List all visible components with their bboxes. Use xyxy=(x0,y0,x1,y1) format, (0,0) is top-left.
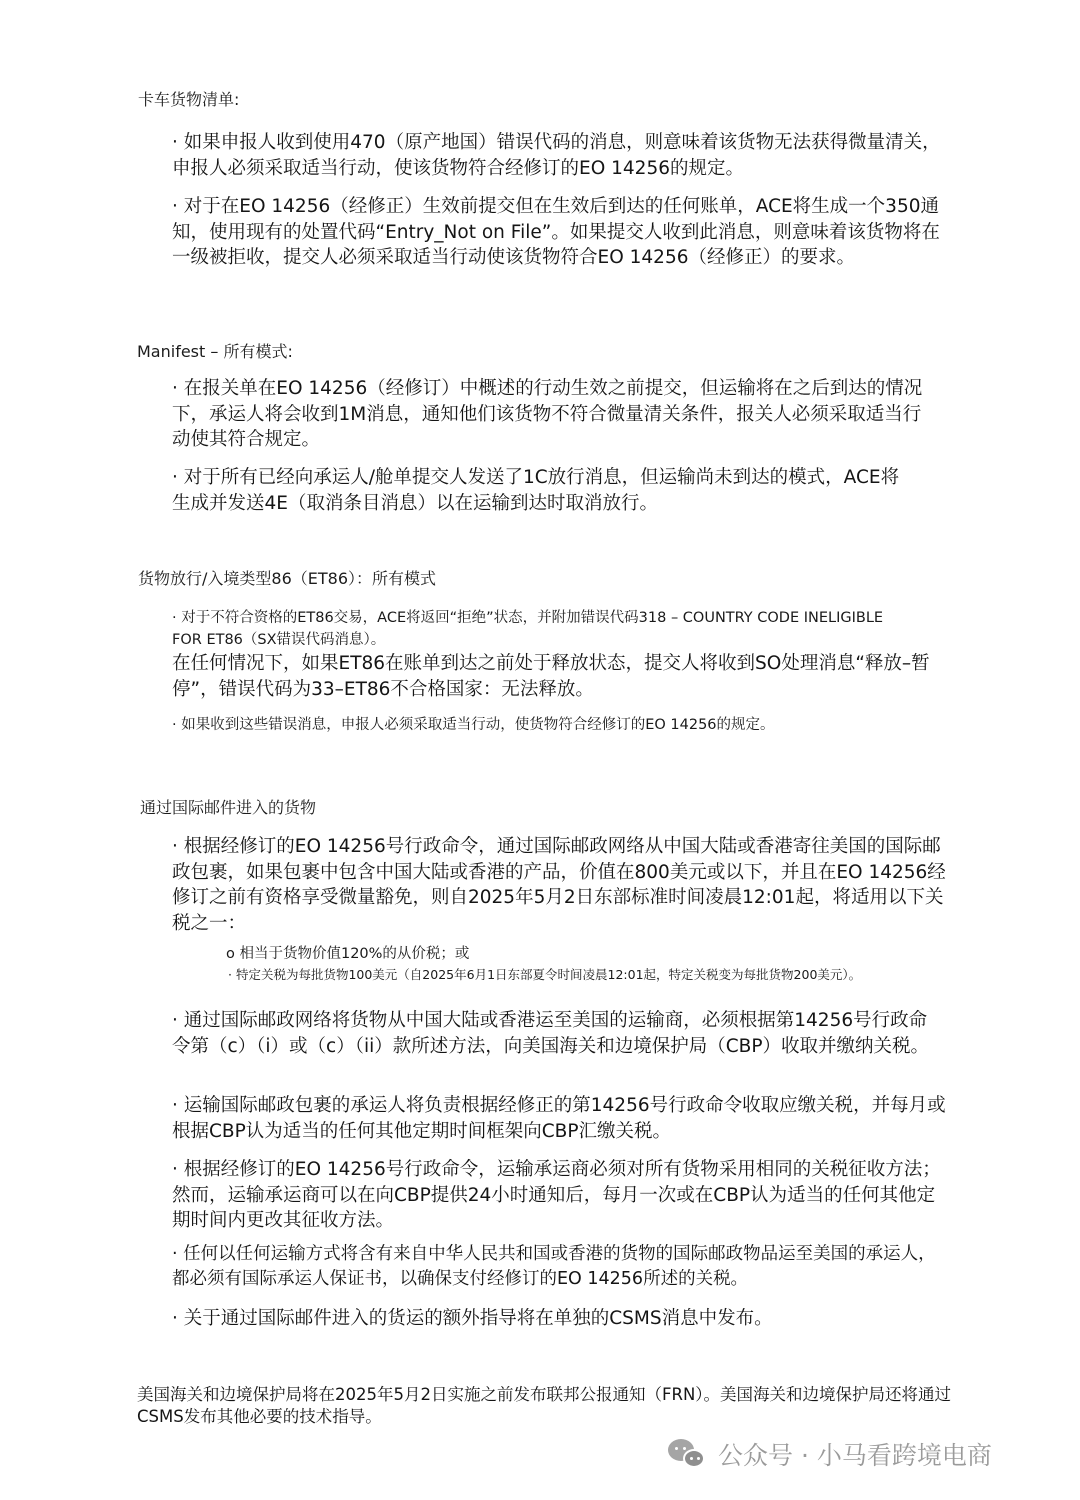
section-heading-manifest: Manifest – 所有模式: xyxy=(137,342,293,361)
wechat-icon xyxy=(668,1437,708,1471)
section-heading-truck-manifest: 卡车货物清单: xyxy=(138,90,240,109)
paragraph: · 运输国际邮政包裹的承运人将负责根据经修正的第14256号行政命令收取应缴关税，并每月或根据CBP认为适当的任何其他定期时间框架向CBP汇缴关税。 xyxy=(172,1095,946,1142)
section-heading-international-mail: 通过国际邮件进入的货物 xyxy=(140,798,317,817)
sub-item: · 特定关税为每批货物100美元（自2025年6月1日东部夏令时间凌晨12:01起，特定关税变为每批货物200美元）。 xyxy=(228,967,862,982)
paragraph: · 通过国际邮政网络将货物从中国大陆或香港运至美国的运输商，必须根据第14256号行政命令第（c）（i）或（c）（ii）款所述方法，向美国海关和边境保护局（CBP）收取并缴纳关税。 xyxy=(172,1010,930,1057)
paragraph: 在任何情况下，如果ET86在账单到达之前处于释放状态，提交人将收到SO处理消息“释放–暂停”，错误代码为33–ET86不合格国家：无法释放。 xyxy=(172,653,930,700)
paragraph: · 如果收到这些错误消息，申报人必须采取适当行动，使货物符合经修订的EO 14256的规定。 xyxy=(172,717,775,733)
paragraph: · 根据经修订的EO 14256号行政命令，运输承运商必须对所有货物采用相同的关税征收方法；然而，运输承运商可以在向CBP提供24小时通知后，每月一次或在CBP认为适当的任何其他定期时间内更改其征收方法。 xyxy=(172,1159,941,1231)
section-heading-et86: 货物放行/入境类型86（ET86）：所有模式 xyxy=(138,569,436,588)
paragraph: · 任何以任何运输方式将含有来自中华人民共和国或香港的货物的国际邮政物品运至美国的承运人，都必须有国际承运人保证书，以确保支付经修订的EO 14256所述的关税。 xyxy=(172,1244,936,1289)
paragraph: · 对于在EO 14256（经修正）生效前提交但在生效后到达的任何账单，ACE将生成一个350通知，使用现有的处置代码“Entry_Not on File”。如果提交人收到此消息，则意味着该货物将在一级被拒收，提交人必须采取适当行动使该货物符合EO 14256（经修正）的要求。 xyxy=(172,196,940,268)
watermark-text: 公众号 · 小马看跨境电商 xyxy=(718,1441,992,1470)
paragraph: · 在报关单在EO 14256（经修订）中概述的行动生效之前提交，但运输将在之后到达的情况下，承运人将会收到1M消息，通知他们该货物不符合微量清关条件，报关人必须采取适当行动使其符合规定。 xyxy=(172,378,923,450)
watermark xyxy=(668,1436,992,1472)
paragraph: · 对于所有已经向承运人/舱单提交人发送了1C放行消息，但运输尚未到达的模式，ACE将生成并发送4E（取消条目消息）以在运输到达时取消放行。 xyxy=(172,467,900,514)
paragraph: · 如果申报人收到使用470（原产地国）错误代码的消息，则意味着该货物无法获得微量清关，申报人必须采取适当行动，使该货物符合经修订的EO 14256的规定。 xyxy=(172,132,941,179)
sub-item: o 相当于货物价值120%的从价税；或 xyxy=(226,946,470,962)
paragraph: · 对于不符合资格的ET86交易，ACE将返回“拒绝”状态，并附加错误代码318 – COUNTRY CODE INELIGIBLE FOR ET86（SX错误代码消息）。 xyxy=(172,610,884,648)
closing-paragraph: 美国海关和边境保护局将在2025年5月2日实施之前发布联邦公报通知（FRN）。美国海关和边境保护局还将通过CSMS发布其他必要的技术指导。 xyxy=(137,1385,952,1426)
paragraph: · 根据经修订的EO 14256号行政命令，通过国际邮政网络从中国大陆或香港寄往美国的国际邮政包裹，如果包裹中包含中国大陆或香港的产品，价值在800美元或以下，并且在EO 14256经修订之前有资格享受微量豁免，则自2025年5月2日东部标准时间凌晨12:01起，将适用以下关税之一： xyxy=(172,836,946,934)
paragraph: · 关于通过国际邮件进入的货运的额外指导将在单独的CSMS消息中发布。 xyxy=(172,1308,773,1329)
